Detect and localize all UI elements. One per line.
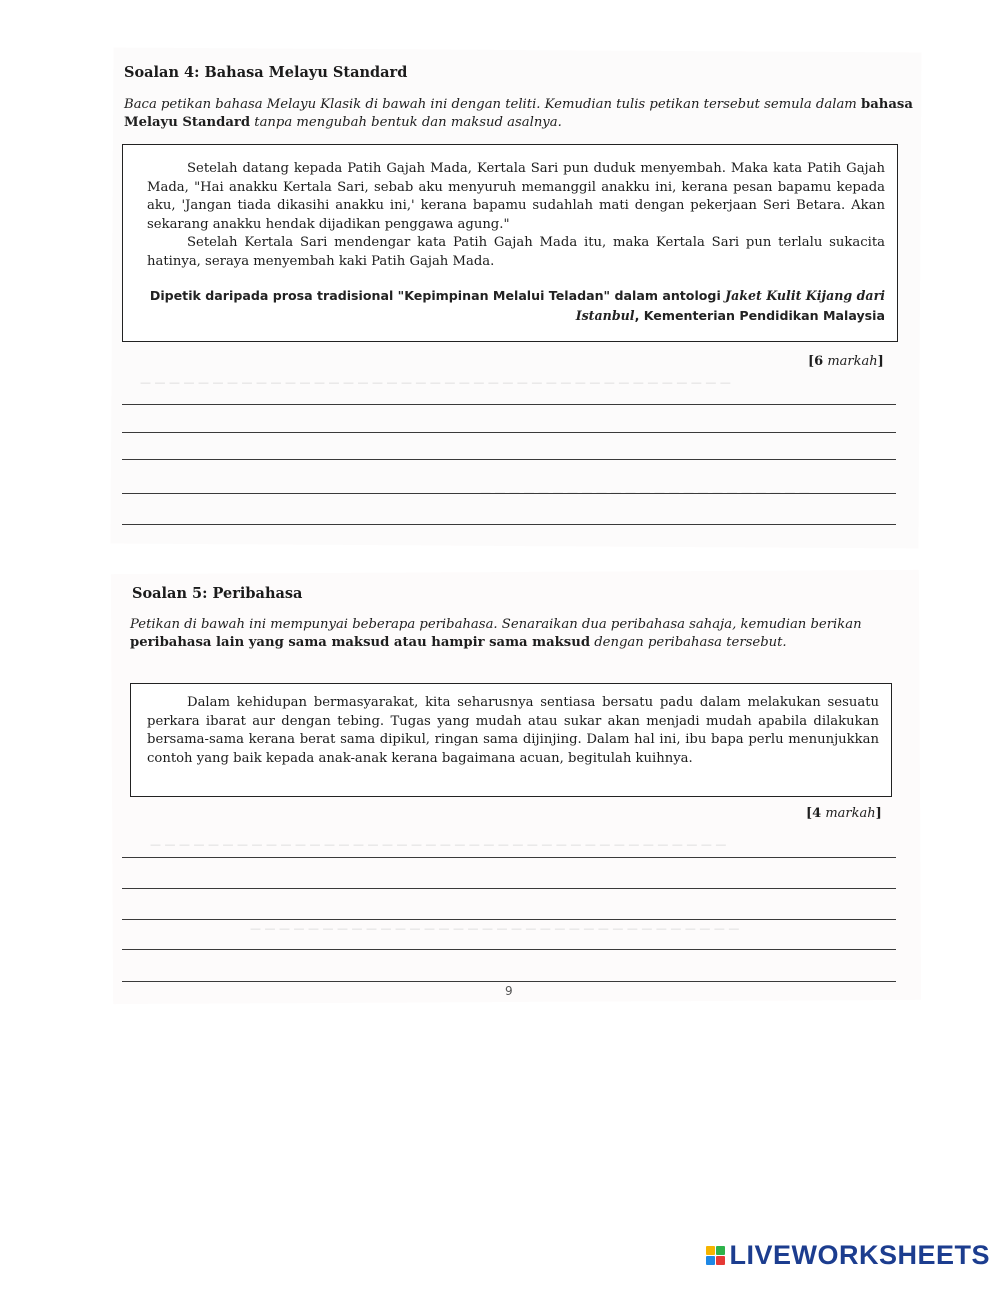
logo-square-blue — [706, 1256, 715, 1265]
q5-instruction-bold: peribahasa lain yang sama maksud atau hampir sama maksud — [130, 635, 591, 650]
q4-source-citation — [147, 286, 885, 326]
q4-answer-line-5[interactable] — [122, 497, 896, 525]
q5-answer-line-1[interactable] — [122, 830, 896, 858]
q5-marks-number: 4 — [812, 806, 822, 821]
q4-instruction — [124, 96, 914, 132]
q4-answer-line-2[interactable] — [122, 405, 896, 433]
q4-answer-line-3[interactable] — [122, 432, 896, 460]
liveworksheets-logo — [706, 1240, 990, 1271]
bleed-through-text: — — — — — — — — — — — — — — — — — — — — — — — — — — — — — — — — — — — [250, 922, 740, 935]
q4-marks-open: [ — [808, 354, 815, 369]
bleed-through-text: — — — — — — — — — — — — — — — — — — — — — — — — [480, 486, 810, 499]
q4-passage-paragraph-1: Setelah datang kepada Patih Gajah Mada, Kertala Sari pun duduk menyembah. Maka kata Patih Gajah Mada, "Hai anakku Kertala Sari, sebab aku menyuruh memanggil anakku ini, kerana pesan bapamu kepada aku, 'Jangan tiada dikasihi anakku ini,' kerana bapamu sudahlah mati dengan pekerjaan Seri Betara. Akan sekarang anakku hendak dijadikan penggawa agung." — [147, 161, 885, 232]
q4-marks — [808, 354, 884, 369]
q5-answer-line-3[interactable] — [122, 892, 896, 920]
q5-answer-line-5[interactable] — [122, 954, 896, 982]
q5-passage-box — [130, 683, 892, 797]
logo-square-red — [716, 1256, 725, 1265]
q4-source-publisher: , Kementerian Pendidikan Malaysia — [634, 307, 885, 323]
q5-marks-close: ] — [875, 806, 882, 821]
q4-answer-line-1[interactable] — [122, 377, 896, 405]
q4-answer-line-4[interactable] — [122, 466, 896, 494]
bleed-through-text: — — — — — — — — — — — — — — — — — — — — — — — — — — — — — — — — — — — — — — — — — [150, 838, 727, 851]
q5-marks-open: [ — [806, 806, 813, 821]
q5-instruction-text: Petikan di bawah ini mempunyai beberapa peribahasa. Senaraikan dua peribahasa sahaja, kemudian berikan — [130, 617, 862, 632]
q4-instruction-text-end: tanpa mengubah bentuk dan maksud asalnya. — [250, 115, 562, 130]
q5-answer-line-2[interactable] — [122, 861, 896, 889]
q5-instruction — [130, 616, 900, 652]
q4-passage-paragraph-2: Setelah Kertala Sari mendengar kata Patih Gajah Mada itu, maka Kertala Sari pun terlalu sukacita hatinya, seraya menyembah kaki Patih Gajah Mada. — [147, 235, 885, 269]
q5-marks-word: markah — [821, 806, 876, 821]
q4-marks-number: 6 — [814, 354, 824, 369]
liveworksheets-mark-icon — [706, 1246, 725, 1265]
logo-square-yellow — [706, 1246, 715, 1255]
q4-marks-close: ] — [877, 354, 884, 369]
q4-instruction-text: Baca petikan bahasa Melayu Klasik di bawah ini dengan teliti. Kemudian tulis petikan tersebut semula dalam — [124, 97, 862, 112]
q4-source-text: Dipetik daripada prosa tradisional "Kepimpinan Melalui Teladan" dalam antologi — [149, 287, 726, 303]
bleed-through-text: — — — — — — — — — — — — — — — — — — — — — — — — — — — — — — — — — — — — — — — — — — [140, 376, 731, 389]
page-number: 9 — [505, 984, 513, 998]
q5-instruction-text-end: dengan peribahasa tersebut. — [590, 635, 787, 650]
q4-heading: Soalan 4: Bahasa Melayu Standard — [124, 64, 408, 81]
q4-passage-box — [122, 144, 898, 342]
q5-heading: Soalan 5: Peribahasa — [132, 585, 303, 602]
q5-marks — [806, 806, 882, 821]
liveworksheets-wordmark: LIVEWORKSHEETS — [729, 1240, 990, 1270]
q4-source-title: Jaket Kulit Kijang dari Istanbul — [575, 287, 885, 323]
q4-marks-word: markah — [823, 354, 878, 369]
q4-instruction-bold: bahasa Melayu Standard — [124, 97, 913, 130]
q5-passage-paragraph: Dalam kehidupan bermasyarakat, kita seharusnya sentiasa bersatu padu dalam melakukan sesuatu perkara ibarat aur dengan tebing. Tugas yang mudah atau sukar akan menjadi mudah apabila dilakukan bersama-sama kerana berat sama dipikul, ringan sama dijinjing. Dalam hal ini, ibu bapa perlu menunjukkan contoh yang baik kepada anak-anak kerana bagaimana acuan, begitulah kuihnya. — [147, 695, 879, 766]
q5-answer-line-4[interactable] — [122, 922, 896, 950]
logo-square-green — [716, 1246, 725, 1255]
